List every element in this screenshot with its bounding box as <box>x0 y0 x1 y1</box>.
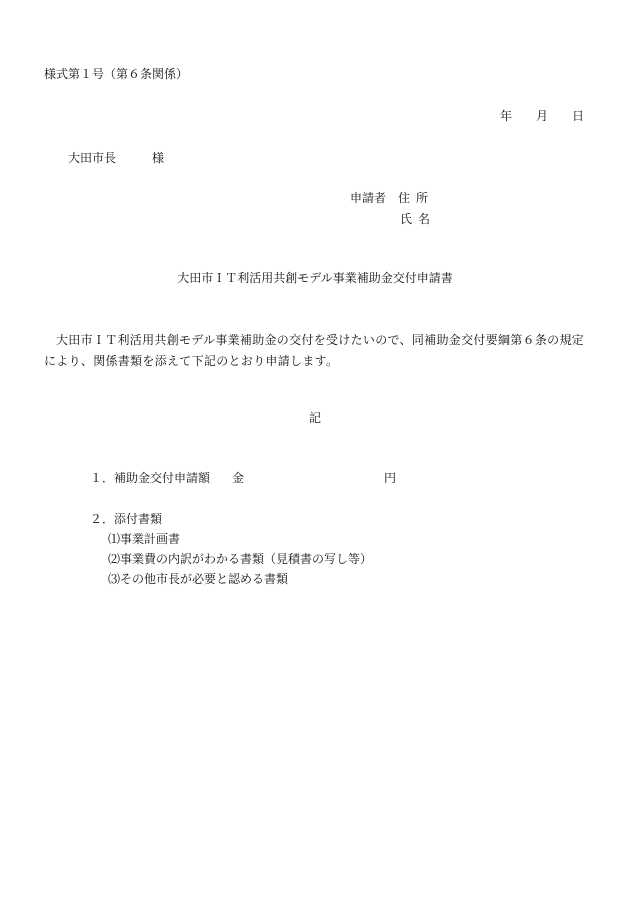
attachment-item: ⑴事業計画書 <box>108 532 181 546</box>
date-year-label: 年 <box>499 109 512 123</box>
item-attachments-label: ２．添付書類 <box>90 512 163 526</box>
kin-label: 金 <box>232 471 245 485</box>
yen-label: 円 <box>384 471 397 485</box>
addressee <box>68 152 164 164</box>
attachment-item: ⑶その他市長が必要と認める書類 <box>108 572 289 586</box>
document-title: 大田市ＩＴ利活用共創モデル事業補助金交付申請書 <box>177 271 453 285</box>
date-month-label: 月 <box>535 109 548 123</box>
subsidy-amount-label: １．補助金交付申請額 <box>90 471 211 485</box>
applicant-role: 申請者 <box>350 191 387 205</box>
applicant-address-label: 住所 <box>398 191 435 205</box>
date-day-label: 日 <box>571 109 584 123</box>
addressee-name: 大田市長 <box>68 151 117 165</box>
item-subsidy-amount <box>90 472 396 484</box>
applicant-name-label: 氏名 <box>400 212 437 226</box>
form-number: 様式第１号（第６条関係） <box>44 67 189 81</box>
ki-heading: 記 <box>308 411 321 425</box>
application-body-text: 大田市ＩＴ利活用共創モデル事業補助金の交付を受けたいので、同補助金交付要綱第６条の規定により、関係書類を添えて下記のとおり申請します。 <box>44 333 585 368</box>
applicant-address-line <box>350 192 434 204</box>
addressee-honorific: 様 <box>152 151 165 165</box>
attachment-item: ⑵事業費の内訳がわかる書類（見積書の写し等） <box>108 552 373 566</box>
date-line <box>500 110 584 122</box>
